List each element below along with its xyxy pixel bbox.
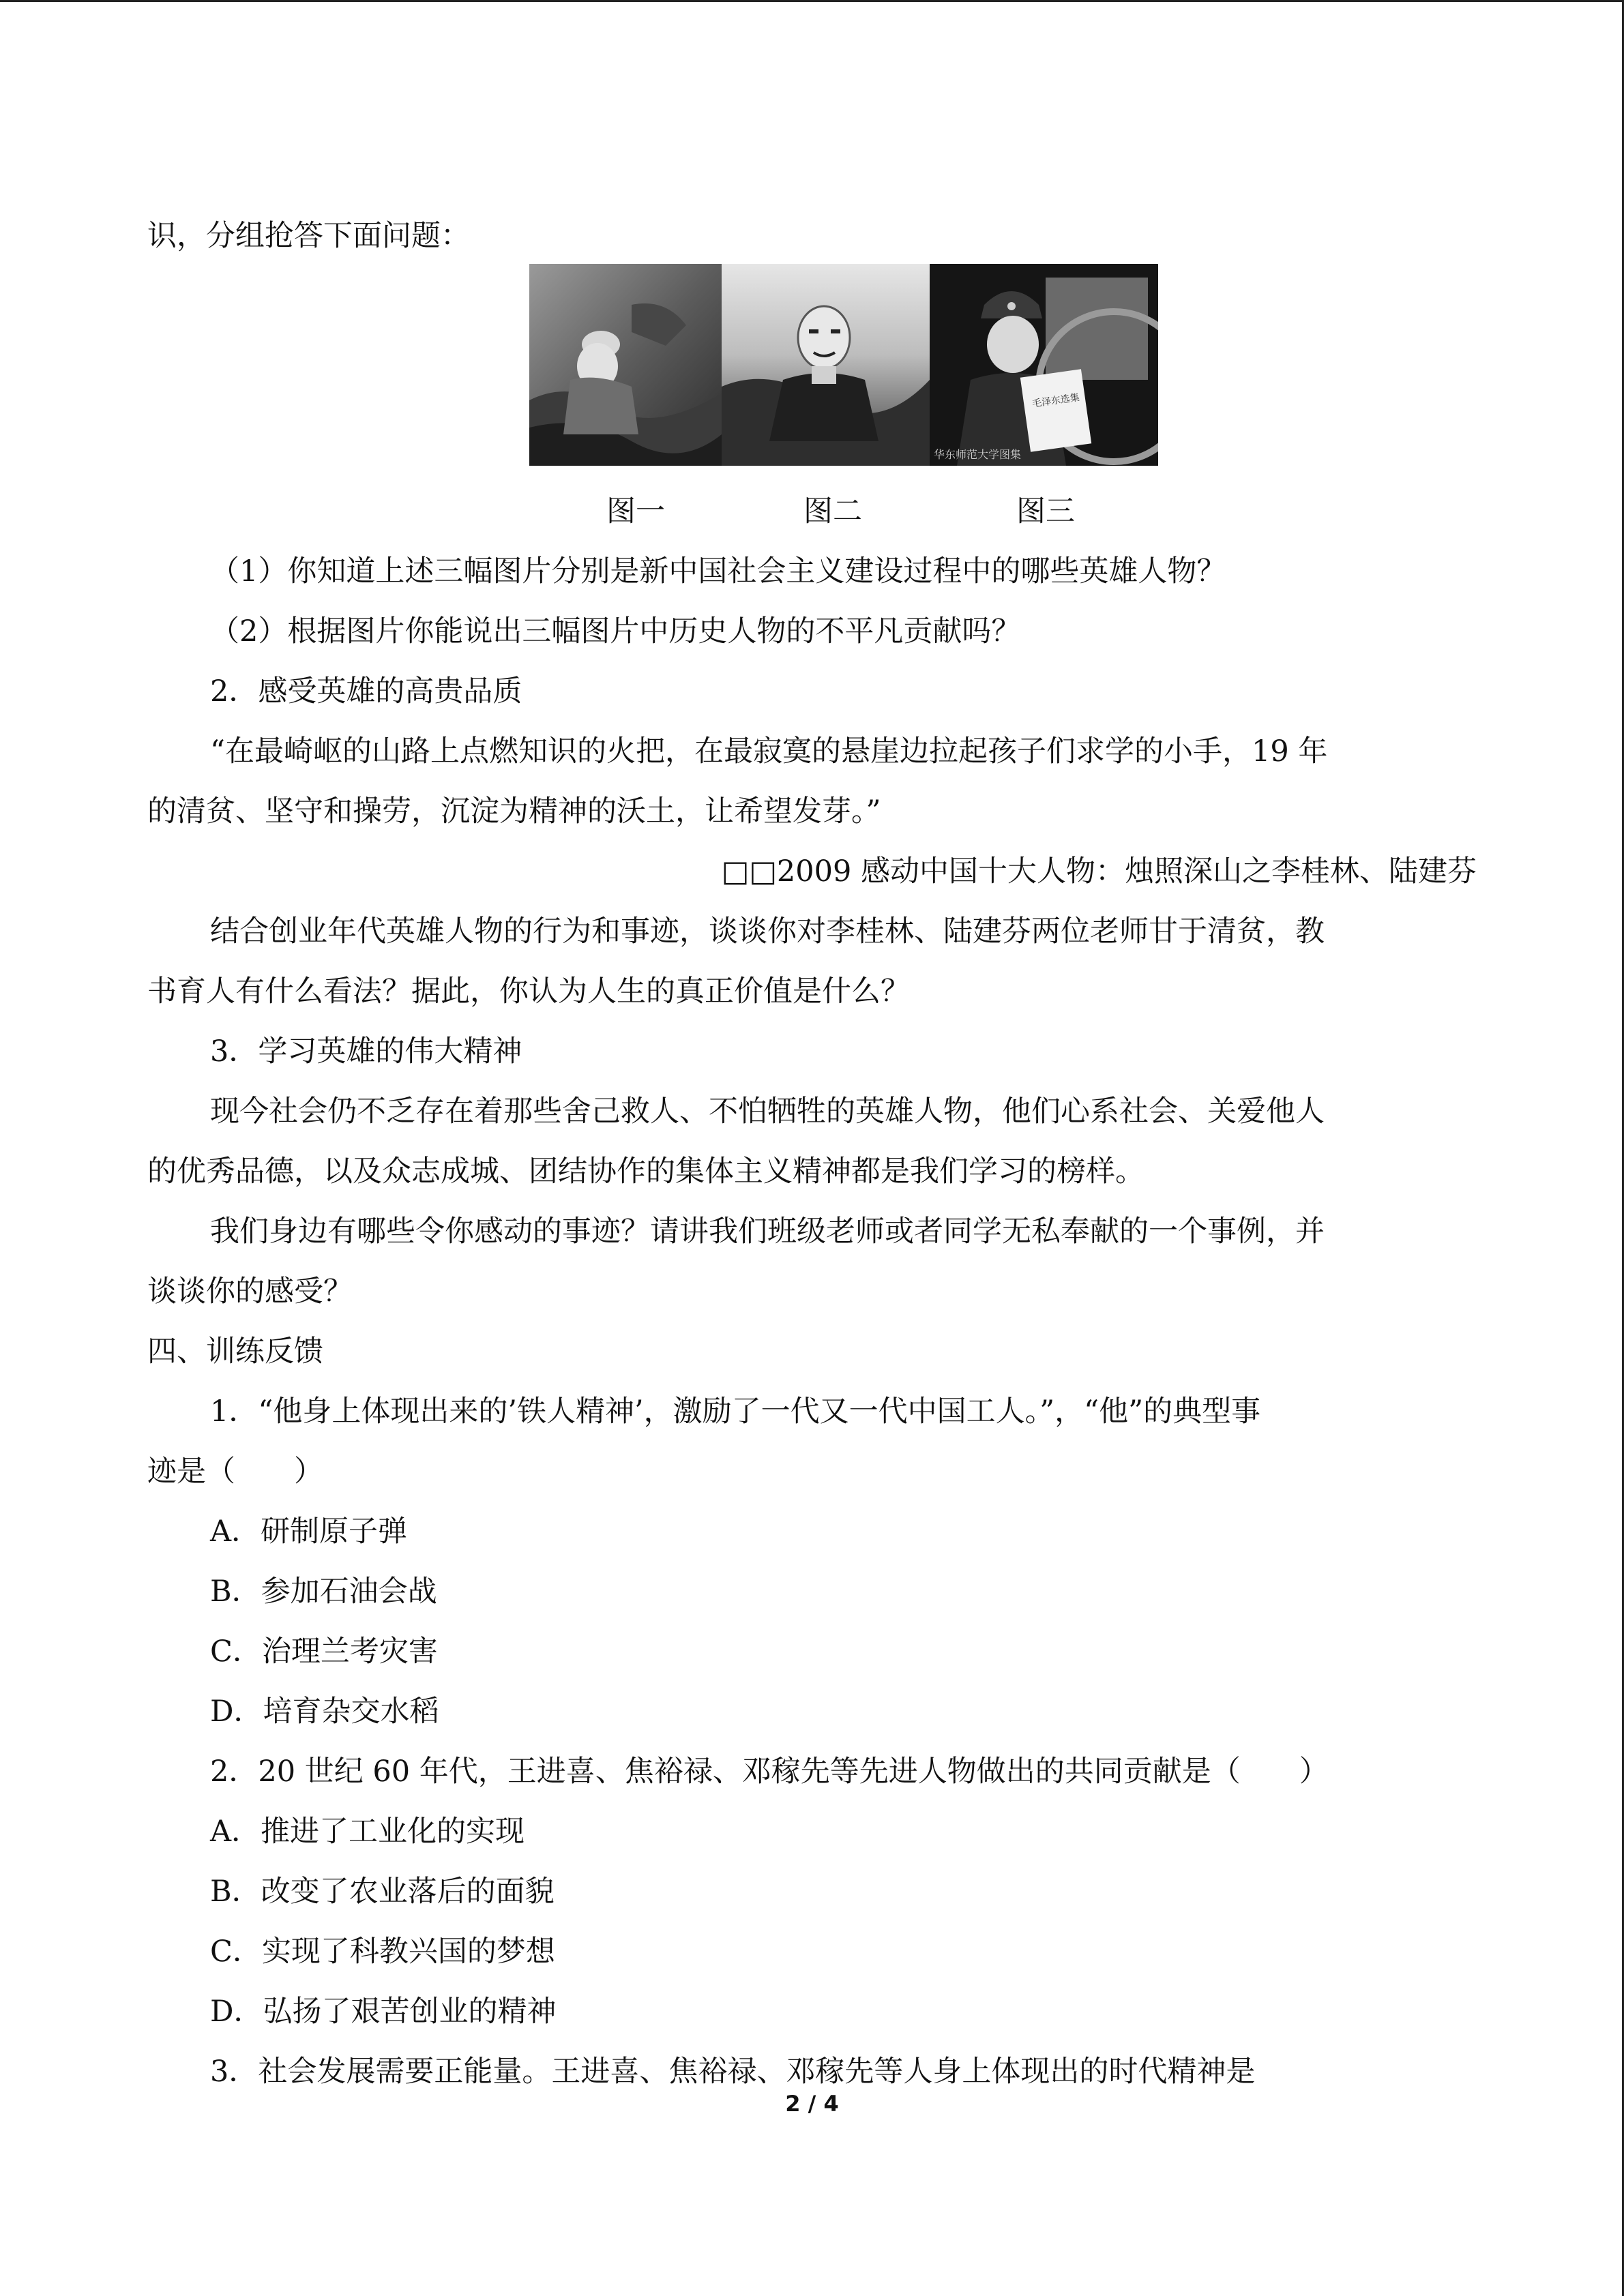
section-4-heading: 四、训练反馈 xyxy=(147,1335,323,1369)
exercise-1-line-1: 1．“他身上体现出来的’铁人精神’，激励了一代又一代中国工人。”，“他”的典型事 xyxy=(210,1395,1261,1429)
paragraph-1-line-1: 结合创业年代英雄人物的行为和事迹，谈谈你对李桂林、陆建芬两位老师甘于清贫，教 xyxy=(210,914,1325,949)
exercise-3: 3．社会发展需要正能量。王进喜、焦裕禄、邓稼先等人身上体现出的时代精神是 xyxy=(210,2055,1256,2089)
exercise-2-option-b: B．改变了农业落后的面貌 xyxy=(210,1875,555,1909)
paragraph-2-line-1: 现今社会仍不乏存在着那些舍己救人、不怕牺牲的英雄人物，他们心系社会、关爱他人 xyxy=(210,1094,1325,1129)
exercise-2-option-c: C．实现了科教兴国的梦想 xyxy=(210,1935,555,1969)
exercise-1-option-b: B．参加石油会战 xyxy=(210,1575,437,1609)
exercise-1-line-2: 迹是（ ） xyxy=(147,1455,323,1489)
subheading-2: 2．感受英雄的高贵品质 xyxy=(210,674,522,709)
caption-figure-2: 图二 xyxy=(803,494,862,528)
page-number: 2 / 4 xyxy=(785,2091,839,2117)
exercise-2-option-d: D．弘扬了艰苦创业的精神 xyxy=(210,1995,557,2029)
exercise-1-option-a: A．研制原子弹 xyxy=(210,1515,408,1549)
paragraph-3-line-1: 我们身边有哪些令你感动的事迹？请讲我们班级老师或者同学无私奉献的一个事例，并 xyxy=(210,1214,1325,1249)
exercise-2-option-a: A．推进了工业化的实现 xyxy=(210,1815,525,1849)
photo-2 xyxy=(722,264,930,466)
quote-line-2: 的清贫、坚守和操劳，沉淀为精神的沃土，让希望发芽。” xyxy=(147,794,881,829)
photo-1 xyxy=(529,264,722,466)
exercise-1-option-d: D．培育杂交水稻 xyxy=(210,1695,439,1729)
quote-line-1: “在最崎岖的山路上点燃知识的火把，在最寂寞的悬崖边拉起孩子们求学的小手，19 年 xyxy=(210,734,1328,769)
caption-figure-1: 图一 xyxy=(606,494,665,528)
question-1: （1）你知道上述三幅图片分别是新中国社会主义建设过程中的哪些英雄人物？ xyxy=(210,554,1226,588)
subheading-3: 3．学习英雄的伟大精神 xyxy=(210,1034,522,1069)
photo-watermark: 华东师范大学图集 xyxy=(934,448,1022,461)
paragraph-2-line-2: 的优秀品德，以及众志成城、团结协作的集体主义精神都是我们学习的榜样。 xyxy=(147,1154,1145,1189)
paragraph-1-line-2: 书育人有什么看法？据此，你认为人生的真正价值是什么？ xyxy=(147,974,910,1009)
paragraph-3-line-2: 谈谈你的感受？ xyxy=(147,1274,353,1309)
exercise-1-option-c: C．治理兰考灾害 xyxy=(210,1635,438,1669)
book-cover-text: 毛泽东选集 xyxy=(1031,392,1080,410)
question-2: （2）根据图片你能说出三幅图片中历史人物的不平凡贡献吗？ xyxy=(210,614,1021,648)
photo-strip xyxy=(529,264,1158,466)
photo-3 xyxy=(930,264,1158,466)
intro-line: 识，分组抢答下面问题： xyxy=(147,219,470,253)
exercise-2: 2．20 世纪 60 年代，王进喜、焦裕禄、邓稼先等先进人物做出的共同贡献是（ ） xyxy=(210,1755,1329,1789)
quote-source: □□2009 感动中国十大人物：烛照深山之李桂林、陆建芬 xyxy=(721,854,1477,889)
caption-figure-3: 图三 xyxy=(1016,494,1075,528)
page-top-border xyxy=(0,0,1624,2)
